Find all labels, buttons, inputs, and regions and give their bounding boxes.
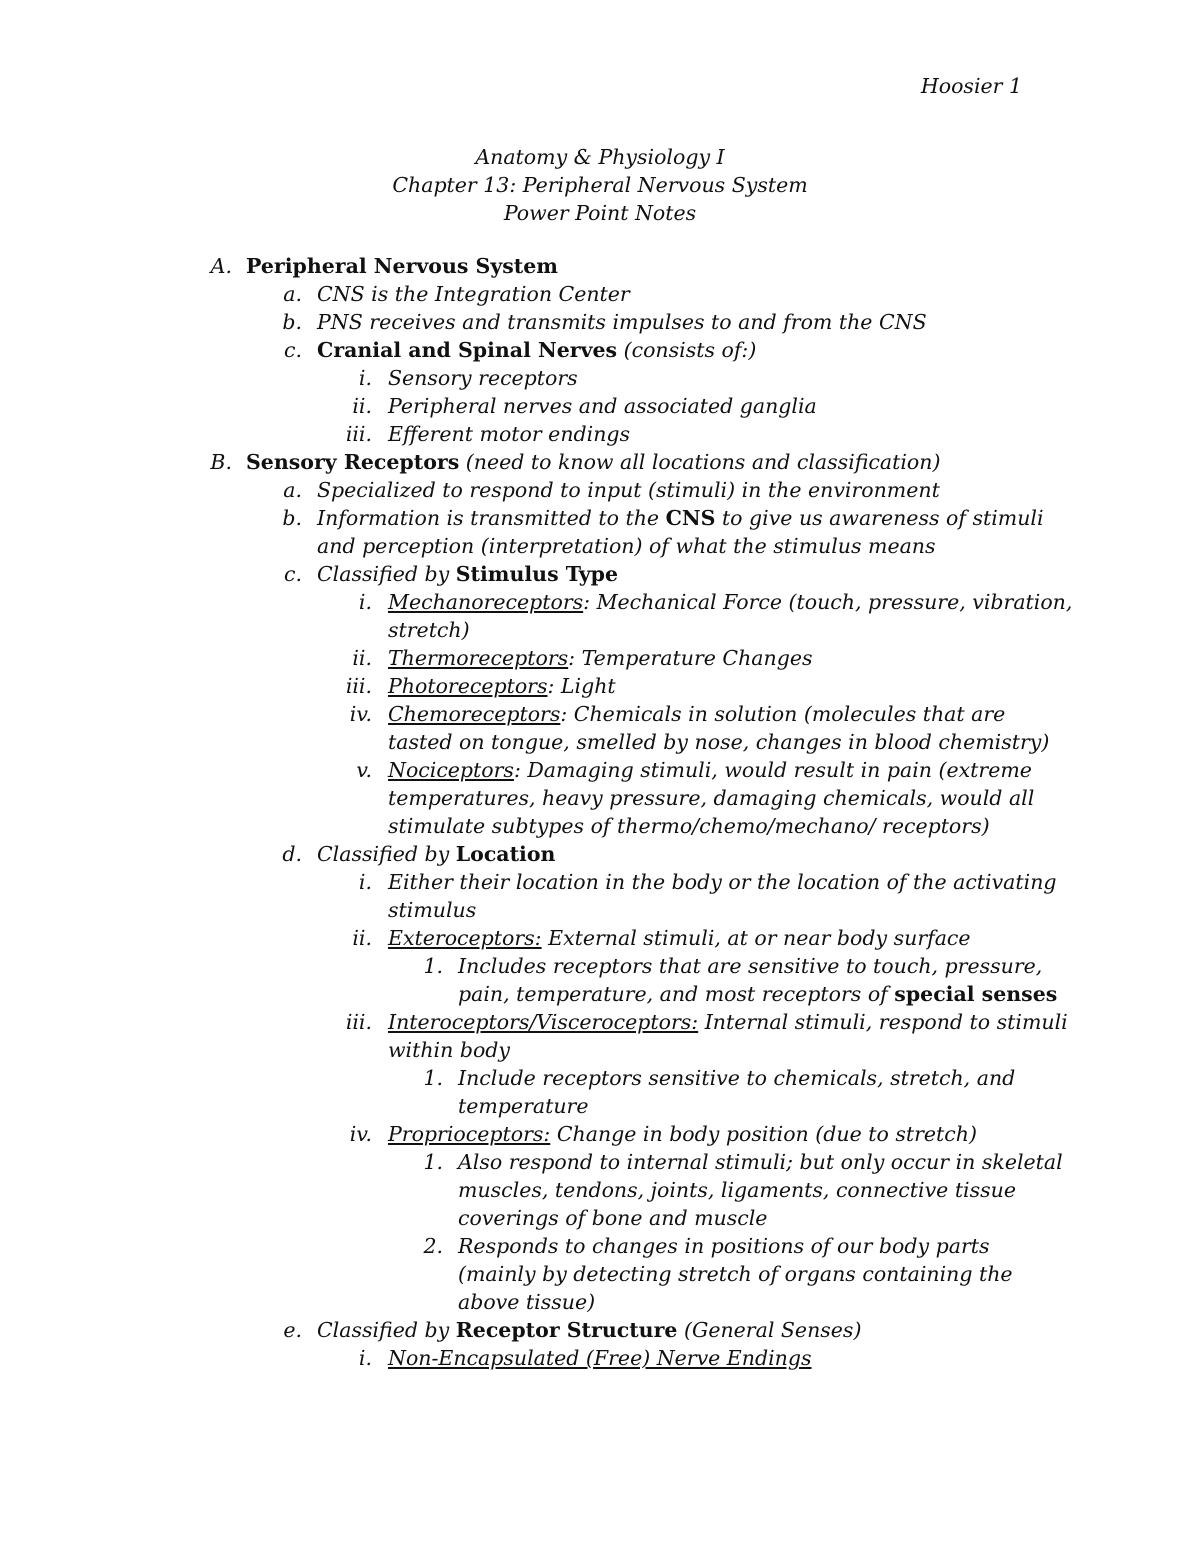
text-run: Change in body position (due to stretch) — [550, 1122, 977, 1146]
outline-text: stimulate subtypes of thermo/chemo/mechano/ receptors) — [388, 814, 990, 838]
text-run: : Light — [547, 674, 616, 698]
outline-text: temperature — [458, 1094, 589, 1118]
outline-marker: c. — [284, 338, 302, 362]
outline-text: Peripheral nerves and associated ganglia — [388, 394, 817, 418]
title-block — [0, 143, 1200, 227]
outline-marker: A. — [210, 254, 232, 278]
text-run: pain, temperature, and most receptors of — [458, 982, 895, 1006]
outline-text: Also respond to internal stimuli; but only occur in skeletal — [458, 1150, 1063, 1174]
outline-item-b — [0, 448, 1200, 476]
bold-term: Stimulus Type — [455, 562, 619, 586]
text-run: Classified by — [317, 562, 456, 586]
underlined-term: Exteroceptors: — [388, 926, 542, 950]
outline-text — [388, 756, 1032, 784]
outline-text: Include receptors sensitive to chemicals, stretch, and — [458, 1066, 1016, 1090]
text-run: External stimuli, at or near body surface — [541, 926, 971, 950]
outline-continuation — [0, 784, 1200, 812]
outline-text — [317, 840, 555, 868]
outline-text: coverings of bone and muscle — [458, 1206, 768, 1230]
outline-continuation — [0, 728, 1200, 756]
outline-item-b-a — [0, 476, 1200, 504]
outline-item-a — [0, 252, 1200, 280]
outline-item-b-d-iii — [0, 1008, 1200, 1036]
outline-continuation — [0, 1092, 1200, 1120]
outline-text — [317, 1316, 861, 1344]
outline-note: (need to know all locations and classification) — [459, 450, 941, 474]
outline-text — [388, 1008, 1068, 1036]
underlined-term: Chemoreceptors — [388, 702, 561, 726]
outline-text: CNS is the Integration Center — [317, 282, 630, 306]
text-run: Classified by — [317, 842, 456, 866]
outline-text: Sensory receptors — [388, 366, 578, 390]
outline-marker: i. — [358, 366, 372, 390]
underlined-term: Photoreceptors — [388, 674, 548, 698]
outline-continuation — [0, 1288, 1200, 1316]
outline-item-b-d-iii-1 — [0, 1064, 1200, 1092]
outline-text: Efferent motor endings — [388, 422, 631, 446]
text-run: : Temperature Changes — [568, 646, 813, 670]
document-subtitle: Power Point Notes — [503, 201, 697, 225]
outline-item-b-c-iii — [0, 672, 1200, 700]
outline-marker: B. — [210, 450, 232, 474]
outline-item-b-d-ii-1 — [0, 952, 1200, 980]
outline-text: muscles, tendons, joints, ligaments, connective tissue — [458, 1178, 1016, 1202]
outline-item-b-c-v — [0, 756, 1200, 784]
outline-marker: ii. — [352, 926, 372, 950]
outline-continuation — [0, 616, 1200, 644]
outline-text: Responds to changes in positions of our body parts — [458, 1234, 990, 1258]
outline-continuation — [0, 532, 1200, 560]
outline-continuation — [0, 980, 1200, 1008]
outline-marker: b. — [282, 506, 302, 530]
outline-marker: a. — [283, 282, 302, 306]
outline-text: above tissue) — [458, 1290, 596, 1314]
underlined-term: Interoceptors/Visceroceptors: — [388, 1010, 699, 1034]
outline-item-a-c-ii — [0, 392, 1200, 420]
outline-continuation — [0, 1176, 1200, 1204]
outline-marker: iv. — [349, 702, 372, 726]
outline-item-b-c-iv — [0, 700, 1200, 728]
outline-item-b-d-ii — [0, 924, 1200, 952]
outline-item-b-d-iv-2 — [0, 1232, 1200, 1260]
outline-text: (mainly by detecting stretch of organs containing the — [458, 1262, 1013, 1286]
text-run: : Chemicals in solution (molecules that are — [560, 702, 1006, 726]
outline-text: Specialized to respond to input (stimuli) in the environment — [317, 478, 940, 502]
outline-text — [317, 504, 1044, 532]
text-run: Information is transmitted to the — [317, 506, 666, 530]
underlined-term: Non-Encapsulated (Free) Nerve Endings — [388, 1346, 812, 1370]
outline-marker: 1. — [423, 1150, 443, 1174]
bold-term: Cranial and Spinal Nerves — [317, 338, 618, 362]
outline-item-a-c — [0, 336, 1200, 364]
text-run: to give us awareness of stimuli — [715, 506, 1044, 530]
outline-text: and perception (interpretation) of what the stimulus means — [317, 534, 936, 558]
bold-term: special senses — [894, 982, 1058, 1006]
outline-marker: iii. — [345, 674, 372, 698]
outline-marker: i. — [358, 870, 372, 894]
outline-text — [388, 672, 616, 700]
outline-marker: v. — [356, 758, 372, 782]
outline-marker: iv. — [349, 1122, 372, 1146]
outline-item-b-e — [0, 1316, 1200, 1344]
outline-text — [388, 1120, 977, 1148]
outline-continuation — [0, 812, 1200, 840]
outline-note: (General Senses) — [677, 1318, 862, 1342]
outline-item-b-b — [0, 504, 1200, 532]
bold-term: Location — [455, 842, 556, 866]
outline-marker: iii. — [345, 1010, 372, 1034]
outline-item-a-b — [0, 308, 1200, 336]
outline-continuation — [0, 1204, 1200, 1232]
outline-item-b-c-i — [0, 588, 1200, 616]
outline-marker: i. — [358, 590, 372, 614]
outline-marker: iii. — [345, 422, 372, 446]
outline-text: Includes receptors that are sensitive to touch, pressure, — [458, 954, 1043, 978]
outline-item-b-e-i — [0, 1344, 1200, 1372]
bold-term: CNS — [665, 506, 716, 530]
section-heading: Sensory Receptors — [246, 450, 460, 474]
underlined-term: Mechanoreceptors — [388, 590, 584, 614]
outline-item-b-d-i — [0, 868, 1200, 896]
outline-marker: e. — [283, 1318, 302, 1342]
outline-text: stretch) — [388, 618, 470, 642]
outline-marker: c. — [284, 562, 302, 586]
outline-item-b-c-ii — [0, 644, 1200, 672]
outline-continuation — [0, 1260, 1200, 1288]
underlined-term: Thermoreceptors — [388, 646, 569, 670]
outline-text — [388, 924, 971, 952]
text-run: Internal stimuli, respond to stimuli — [698, 1010, 1068, 1034]
underlined-term: Proprioceptors: — [388, 1122, 551, 1146]
outline-item-b-c — [0, 560, 1200, 588]
outline-marker: 1. — [423, 1066, 443, 1090]
text-run: Classified by — [317, 1318, 456, 1342]
outline-marker: b. — [282, 310, 302, 334]
section-heading: Peripheral Nervous System — [246, 254, 558, 278]
outline-item-a-c-i — [0, 364, 1200, 392]
outline-marker: ii. — [352, 646, 372, 670]
outline-text — [317, 336, 756, 364]
outline-text — [317, 560, 618, 588]
outline-text: PNS receives and transmits impulses to and from the CNS — [317, 310, 927, 334]
outline-item-b-d-iv — [0, 1120, 1200, 1148]
page-header: Hoosier 1 — [920, 74, 1022, 98]
outline-text — [388, 644, 813, 672]
outline-text — [388, 588, 1072, 616]
outline-text: temperatures, heavy pressure, damaging chemicals, would all — [388, 786, 1035, 810]
outline-text: tasted on tongue, smelled by nose, changes in blood chemistry) — [388, 730, 1050, 754]
outline-text: Either their location in the body or the location of the activating — [388, 870, 1057, 894]
underlined-term: Nociceptors — [388, 758, 514, 782]
text-run: : Mechanical Force (touch, pressure, vibration, — [583, 590, 1073, 614]
outline-item-a-a — [0, 280, 1200, 308]
outline-item-a-c-iii — [0, 420, 1200, 448]
outline-continuation — [0, 1036, 1200, 1064]
outline-item-b-d-iv-1 — [0, 1148, 1200, 1176]
outline-marker: i. — [358, 1346, 372, 1370]
outline-marker: d. — [282, 842, 302, 866]
course-title: Anatomy & Physiology I — [475, 145, 725, 169]
outline-continuation — [0, 896, 1200, 924]
outline-text — [246, 448, 940, 476]
bold-term: Receptor Structure — [455, 1318, 678, 1342]
outline-item-b-d — [0, 840, 1200, 868]
outline-text: within body — [388, 1038, 510, 1062]
chapter-title: Chapter 13: Peripheral Nervous System — [392, 173, 808, 197]
outline-text: stimulus — [388, 898, 477, 922]
outline-text — [388, 700, 1005, 728]
text-run: : Damaging stimuli, would result in pain (extreme — [513, 758, 1032, 782]
outline-marker: 2. — [423, 1234, 443, 1258]
outline-text — [458, 980, 1057, 1008]
outline-marker: 1. — [423, 954, 443, 978]
outline-marker: a. — [283, 478, 302, 502]
outline-marker: ii. — [352, 394, 372, 418]
outline-note: (consists of:) — [617, 338, 757, 362]
